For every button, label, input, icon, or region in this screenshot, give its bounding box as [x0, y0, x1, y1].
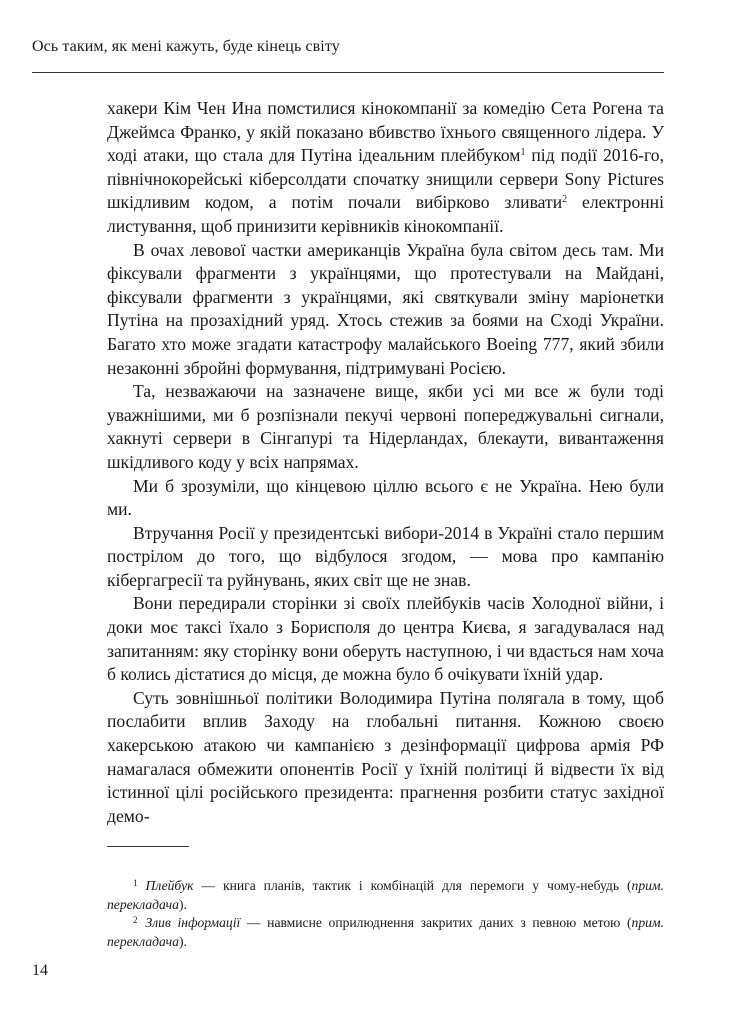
footnote-1-term: Плейбук: [145, 878, 194, 893]
footnote-ref-1[interactable]: 1: [520, 147, 526, 159]
paragraph-6: Вони передирали сторінки зі своїх плейбуків часів Холодної війни, і доки моє таксі їхало з Борисполя до центра Києва, я загадувалася над запитанням: яку сторінку вони оберуть наступною, і чи вдасться нам хоча б колись дістатися до місця, де можна було б очікувати їхній удар.: [107, 593, 664, 685]
paragraph-1-part-2: під події 2016-го, північнокорейські кіберсолдати спочатку знищили сервери Sony Pictures шкідливим кодом, а потім почали вибірково зливати: [107, 145, 664, 213]
paragraph-3: Та, незважаючи на зазначене вище, якби усі ми все ж були тоді уважнішими, ми б розпізнали пекучі червоні попереджувальні сигнали, хакнуті сервери в Сінгапурі та Нідерландах, блекаути, вивантаження шкідливого коду у всіх напрямах.: [107, 381, 664, 472]
footnote-2-note: прим. перекладача: [107, 915, 664, 949]
footnote-1-text: — книга планів, тактик і комбінацій для перемоги у чому-небудь (: [193, 878, 632, 893]
footnote-1: [107, 877, 664, 914]
footnote-1-number: 1: [133, 878, 138, 888]
paragraph-2: В очах левової частки американців Україна була світом десь там. Ми фіксували фрагменти з українцями, що протестували на Майдані, фіксували фрагменти з українцями, які святкували зміну маріонетки Путіна на прозахідний уряд. Хтось стежив за боями на Сході України. Багато хто може згадати катастрофу малайського Boeing 777, який збили незаконні збройні формування, підтримувані Росією.: [107, 239, 664, 378]
footnote-2-number: 2: [133, 915, 138, 925]
header-rule: [32, 72, 664, 73]
footnote-ref-2[interactable]: 2: [562, 194, 568, 206]
paragraph-1-part-3: електронні листування, щоб принизити керівників кінокомпанії.: [107, 192, 664, 236]
body-text: [107, 97, 664, 828]
paragraph-1-part-1: хакери Кім Чен Ина помстилися кінокомпанії за комедію Сета Рогена та Джеймса Франко, у якій показано вбивство їхнього священного лідера. У ході атаки, що стала для Путіна ідеальним плейбуком: [107, 98, 664, 166]
footnote-1-close: ).: [178, 896, 187, 912]
footnote-1-note: прим. перекладача: [107, 878, 664, 912]
footnote-2-text: — навмисне оприлюднення закритих даних з певною метою (: [240, 915, 632, 930]
footnote-2: [107, 914, 664, 951]
page-number: 14: [32, 962, 48, 979]
footnote-2-close: ).: [178, 933, 187, 949]
footnotes: [107, 877, 664, 951]
paragraph-7: Суть зовнішньої політики Володимира Путіна полягала в тому, щоб послабити вплив Заходу на глобальні питання. Кожною своєю хакерською атакою чи кампанією з дезінформації цифрова армія РФ намагалася обмежити опонентів Росії у їхній політиці й відвести їх від істинної цілі російського президента: прагнення розбити статус західної демо-: [107, 687, 664, 826]
footnote-2-term: Злив інформації: [145, 915, 241, 930]
paragraph-1: [107, 97, 664, 239]
footnote-rule: [107, 846, 189, 847]
running-header: Ось таким, як мені кажуть, буде кінець світу: [32, 38, 340, 55]
paragraph-5: Втручання Росії у президентські вибори-2014 в Україні стало першим пострілом до того, що відбулося згодом, — мова про кампанію кібергагресії та руйнувань, яких світ ще не знав.: [107, 522, 664, 590]
paragraph-4: Ми б зрозуміли, що кінцевою ціллю всього є не Україна. Нею були ми.: [107, 475, 664, 520]
